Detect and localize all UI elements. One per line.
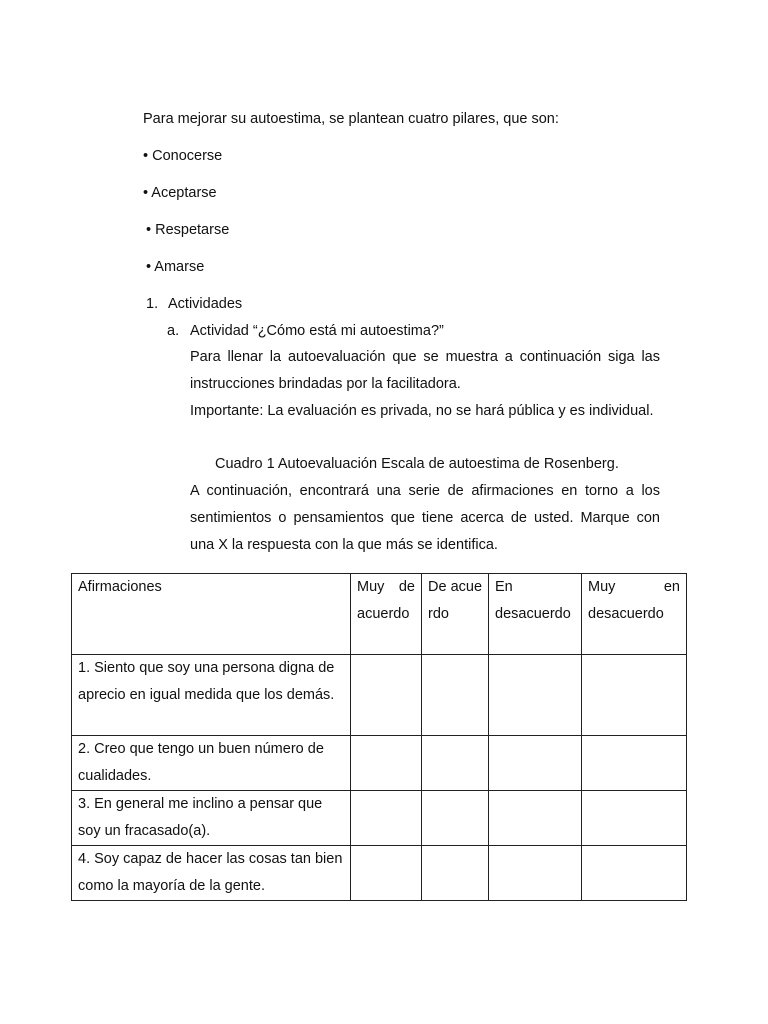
answer-cell[interactable] xyxy=(489,791,582,846)
intro-text: Para mejorar su autoestima, se plantean cuatro pilares, que son: xyxy=(143,111,559,127)
pillar-item: • Aceptarse xyxy=(143,185,217,201)
table-header-row xyxy=(72,574,687,655)
answer-cell[interactable] xyxy=(582,736,687,791)
header-strongly-disagree: Muy en desacuerdo xyxy=(582,574,687,655)
important-paragraph: Importante: La evaluación es privada, no se hará pública y es individual. xyxy=(190,403,654,419)
table-row xyxy=(72,655,687,736)
pillar-item: • Conocerse xyxy=(143,148,223,164)
activity-title: Actividad “¿Cómo está mi autoestima?” xyxy=(190,323,444,339)
table-row xyxy=(72,846,687,901)
description-paragraph: A continuación, encontrará una serie de afirmaciones en torno a los sentimientos o pensamientos que tiene acerca de usted. Marque con una X la respuesta con la que más se identifica. xyxy=(190,483,660,553)
table-row xyxy=(72,791,687,846)
pillar-item: • Amarse xyxy=(146,259,205,275)
statement-cell: 3. En general me inclino a pensar que soy un fracasado(a). xyxy=(72,791,351,846)
rosenberg-table xyxy=(71,573,687,901)
statement-cell: 2. Creo que tengo un buen número de cualidades. xyxy=(72,736,351,791)
header-agree: De acuerdo xyxy=(422,574,489,655)
statement-cell: 1. Siento que soy una persona digna de aprecio en igual medida que los demás. xyxy=(72,655,351,736)
answer-cell[interactable] xyxy=(489,655,582,736)
activity-letter: a. xyxy=(167,323,180,339)
answer-cell[interactable] xyxy=(351,791,422,846)
answer-cell[interactable] xyxy=(489,846,582,901)
answer-cell[interactable] xyxy=(422,846,489,901)
answer-cell[interactable] xyxy=(582,791,687,846)
answer-cell[interactable] xyxy=(422,655,489,736)
statement-cell: 4. Soy capaz de hacer las cosas tan bien como la mayoría de la gente. xyxy=(72,846,351,901)
answer-cell[interactable] xyxy=(582,655,687,736)
table-row xyxy=(72,736,687,791)
section-title: Actividades xyxy=(168,296,243,312)
activity-heading xyxy=(167,321,444,341)
answer-cell[interactable] xyxy=(351,736,422,791)
answer-cell[interactable] xyxy=(422,791,489,846)
section-number: 1. xyxy=(146,296,159,312)
answer-cell[interactable] xyxy=(422,736,489,791)
table-caption: Cuadro 1 Autoevaluación Escala de autoestima de Rosenberg. xyxy=(215,456,619,472)
instructions-paragraph: Para llenar la autoevaluación que se muestra a continuación siga las instrucciones brindadas por la facilitadora. xyxy=(190,349,660,392)
section-heading xyxy=(146,294,242,314)
answer-cell[interactable] xyxy=(489,736,582,791)
answer-cell[interactable] xyxy=(582,846,687,901)
header-strongly-agree: Muy de acuerdo xyxy=(351,574,422,655)
answer-cell[interactable] xyxy=(351,846,422,901)
header-affirmations: Afirmaciones xyxy=(72,574,351,655)
pillar-item: • Respetarse xyxy=(146,222,230,238)
answer-cell[interactable] xyxy=(351,655,422,736)
header-disagree: En desacuerdo xyxy=(489,574,582,655)
